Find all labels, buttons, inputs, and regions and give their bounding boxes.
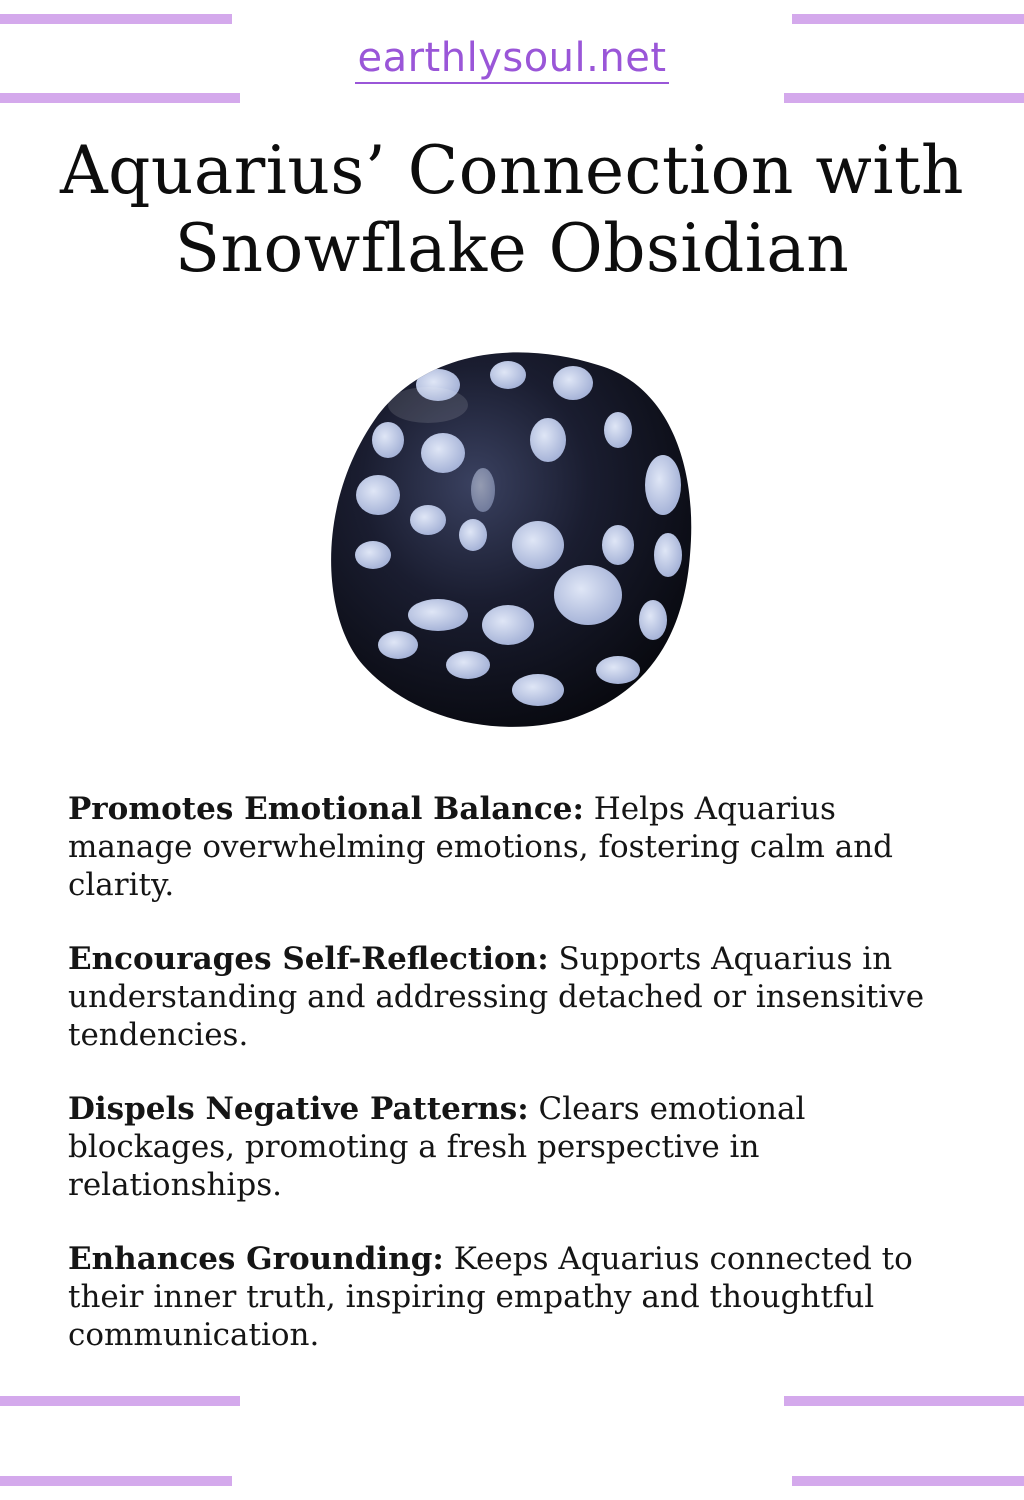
- benefit-item: [68, 1090, 968, 1204]
- bottom-left-bar-1: [0, 1396, 240, 1406]
- benefit-heading: Enhances Grounding:: [68, 1241, 444, 1277]
- benefit-text: Helps Aquarius manage overwhelming emotions, fostering calm and clarity.: [68, 791, 894, 903]
- title-line-1: Aquarius’ Connection with: [59, 132, 964, 209]
- benefit-heading: Dispels Negative Patterns:: [68, 1091, 529, 1127]
- top-left-bar-2: [0, 93, 240, 103]
- top-right-bar-1: [792, 14, 1024, 24]
- benefits-list: [68, 790, 968, 1390]
- top-right-bar-2: [784, 93, 1024, 103]
- bottom-left-bar-2: [0, 1476, 232, 1486]
- benefit-text: Supports Aquarius in understanding and addressing detached or insensitive tendencies.: [68, 941, 925, 1053]
- bottom-right-bar-1: [784, 1396, 1024, 1406]
- logo-text: earthlysoul.net: [355, 34, 668, 84]
- snowflake-obsidian-stone-image: [318, 345, 702, 730]
- benefit-heading: Encourages Self-Reflection:: [68, 941, 549, 977]
- benefit-heading: Promotes Emotional Balance:: [68, 791, 584, 827]
- bottom-right-bar-2: [792, 1476, 1024, 1486]
- benefit-item: [68, 940, 968, 1054]
- benefit-text: Clears emotional blockages, promoting a fresh perspective in relationships.: [68, 1091, 806, 1203]
- benefit-text: Keeps Aquarius connected to their inner truth, inspiring empathy and thoughtful communication.: [68, 1241, 913, 1353]
- benefit-item: [68, 790, 968, 904]
- title-line-2: Snowflake Obsidian: [174, 210, 850, 287]
- benefit-item: [68, 1240, 968, 1354]
- site-logo[interactable]: [0, 34, 1024, 84]
- top-left-bar-1: [0, 14, 232, 24]
- page-title: [20, 132, 1004, 288]
